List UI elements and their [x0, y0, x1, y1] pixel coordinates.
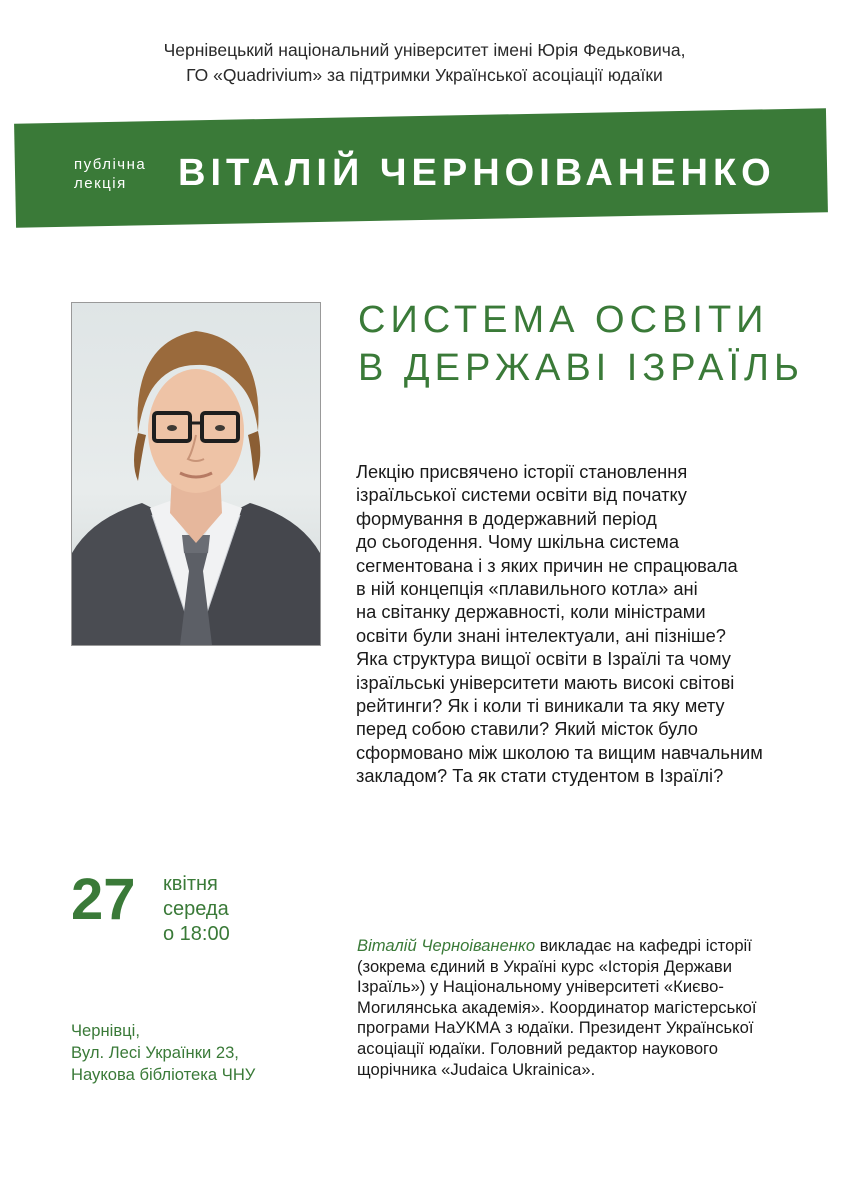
organizers [0, 38, 849, 88]
kicker-line-1: публічна [74, 156, 147, 173]
organizers-line-2: ГО «Quadrivium» за підтримки Української асоціації юдаїки [186, 65, 663, 85]
event-when [163, 872, 230, 947]
bio-speaker-name: Віталій Черноіваненко [357, 936, 536, 955]
description-line: до сьогодення. Чому шкільна система [356, 531, 680, 553]
event-address [71, 1020, 255, 1086]
description-line: в ній концепція «плавильного котла» ані [356, 578, 698, 600]
bio-line: асоціації юдаїки. Головний редактор наукового [357, 1038, 718, 1058]
description-line: ізраїльської системи освіти від початку [356, 484, 687, 506]
event-time: о 18:00 [163, 923, 230, 945]
lecture-title [358, 296, 804, 392]
event-month: квітня [163, 873, 218, 895]
bio-line-1-rest: викладає на кафедрі історії [535, 936, 752, 955]
speaker-bio [357, 936, 797, 1080]
event-weekday: середа [163, 898, 229, 920]
description-line: перед собою ставили? Який місток було [356, 718, 698, 740]
description-line: формування в додержавний період [356, 507, 657, 529]
address-line-1: Чернівці, [71, 1021, 140, 1040]
description-line: сегментована і з яких причин не спрацювала [356, 554, 738, 576]
title-line-1: СИСТЕМА ОСВІТИ [358, 299, 769, 341]
address-line-2: Вул. Лесі Українки 23, [71, 1043, 239, 1062]
description-line: ізраїльські університети мають високі світові [356, 671, 735, 693]
description-line: закладом? Та як стати студентом в Ізраїлі? [356, 765, 724, 787]
description-line: Яка структура вищої освіти в Ізраїлі та чому [356, 648, 731, 670]
bio-line [357, 936, 797, 957]
speaker-name: ВІТАЛІЙ ЧЕРНОІВАНЕНКО [178, 152, 776, 194]
bio-line: Могилянська академія». Координатор магістерської [357, 997, 757, 1017]
bio-line: щорічника «Judaica Ukrainica». [357, 1059, 596, 1079]
event-day: 27 [71, 867, 136, 932]
description-line: освіти були знані інтелектуали, ані пізніше? [356, 624, 726, 646]
description-line: Лекцію присвячено історії становлення [356, 461, 688, 482]
lecture-kicker [74, 155, 146, 193]
lecture-description [356, 460, 816, 788]
bio-line: (зокрема єдиний в Україні курс «Історія Держави [357, 956, 732, 976]
address-line-3: Наукова бібліотека ЧНУ [71, 1065, 256, 1084]
bio-line: програми НаУКМА з юдаїки. Президент Української [357, 1018, 754, 1038]
description-line: на світанку державності, коли міністрами [356, 601, 706, 623]
organizers-line-1: Чернівецький національний університет імені Юрія Федьковича, [163, 40, 686, 60]
speaker-photo [71, 302, 321, 646]
kicker-line-2: лекція [74, 175, 127, 192]
description-line: рейтинги? Як і коли ті виникали та яку мету [356, 695, 725, 717]
title-line-2: В ДЕРЖАВІ ІЗРАЇЛЬ [358, 347, 804, 389]
speaker-portrait-illustration [72, 303, 320, 645]
bio-line: Ізраїль») у Національному університеті «Києво- [357, 977, 724, 997]
description-line: сформовано між школою та вищим навчальним [356, 741, 763, 763]
